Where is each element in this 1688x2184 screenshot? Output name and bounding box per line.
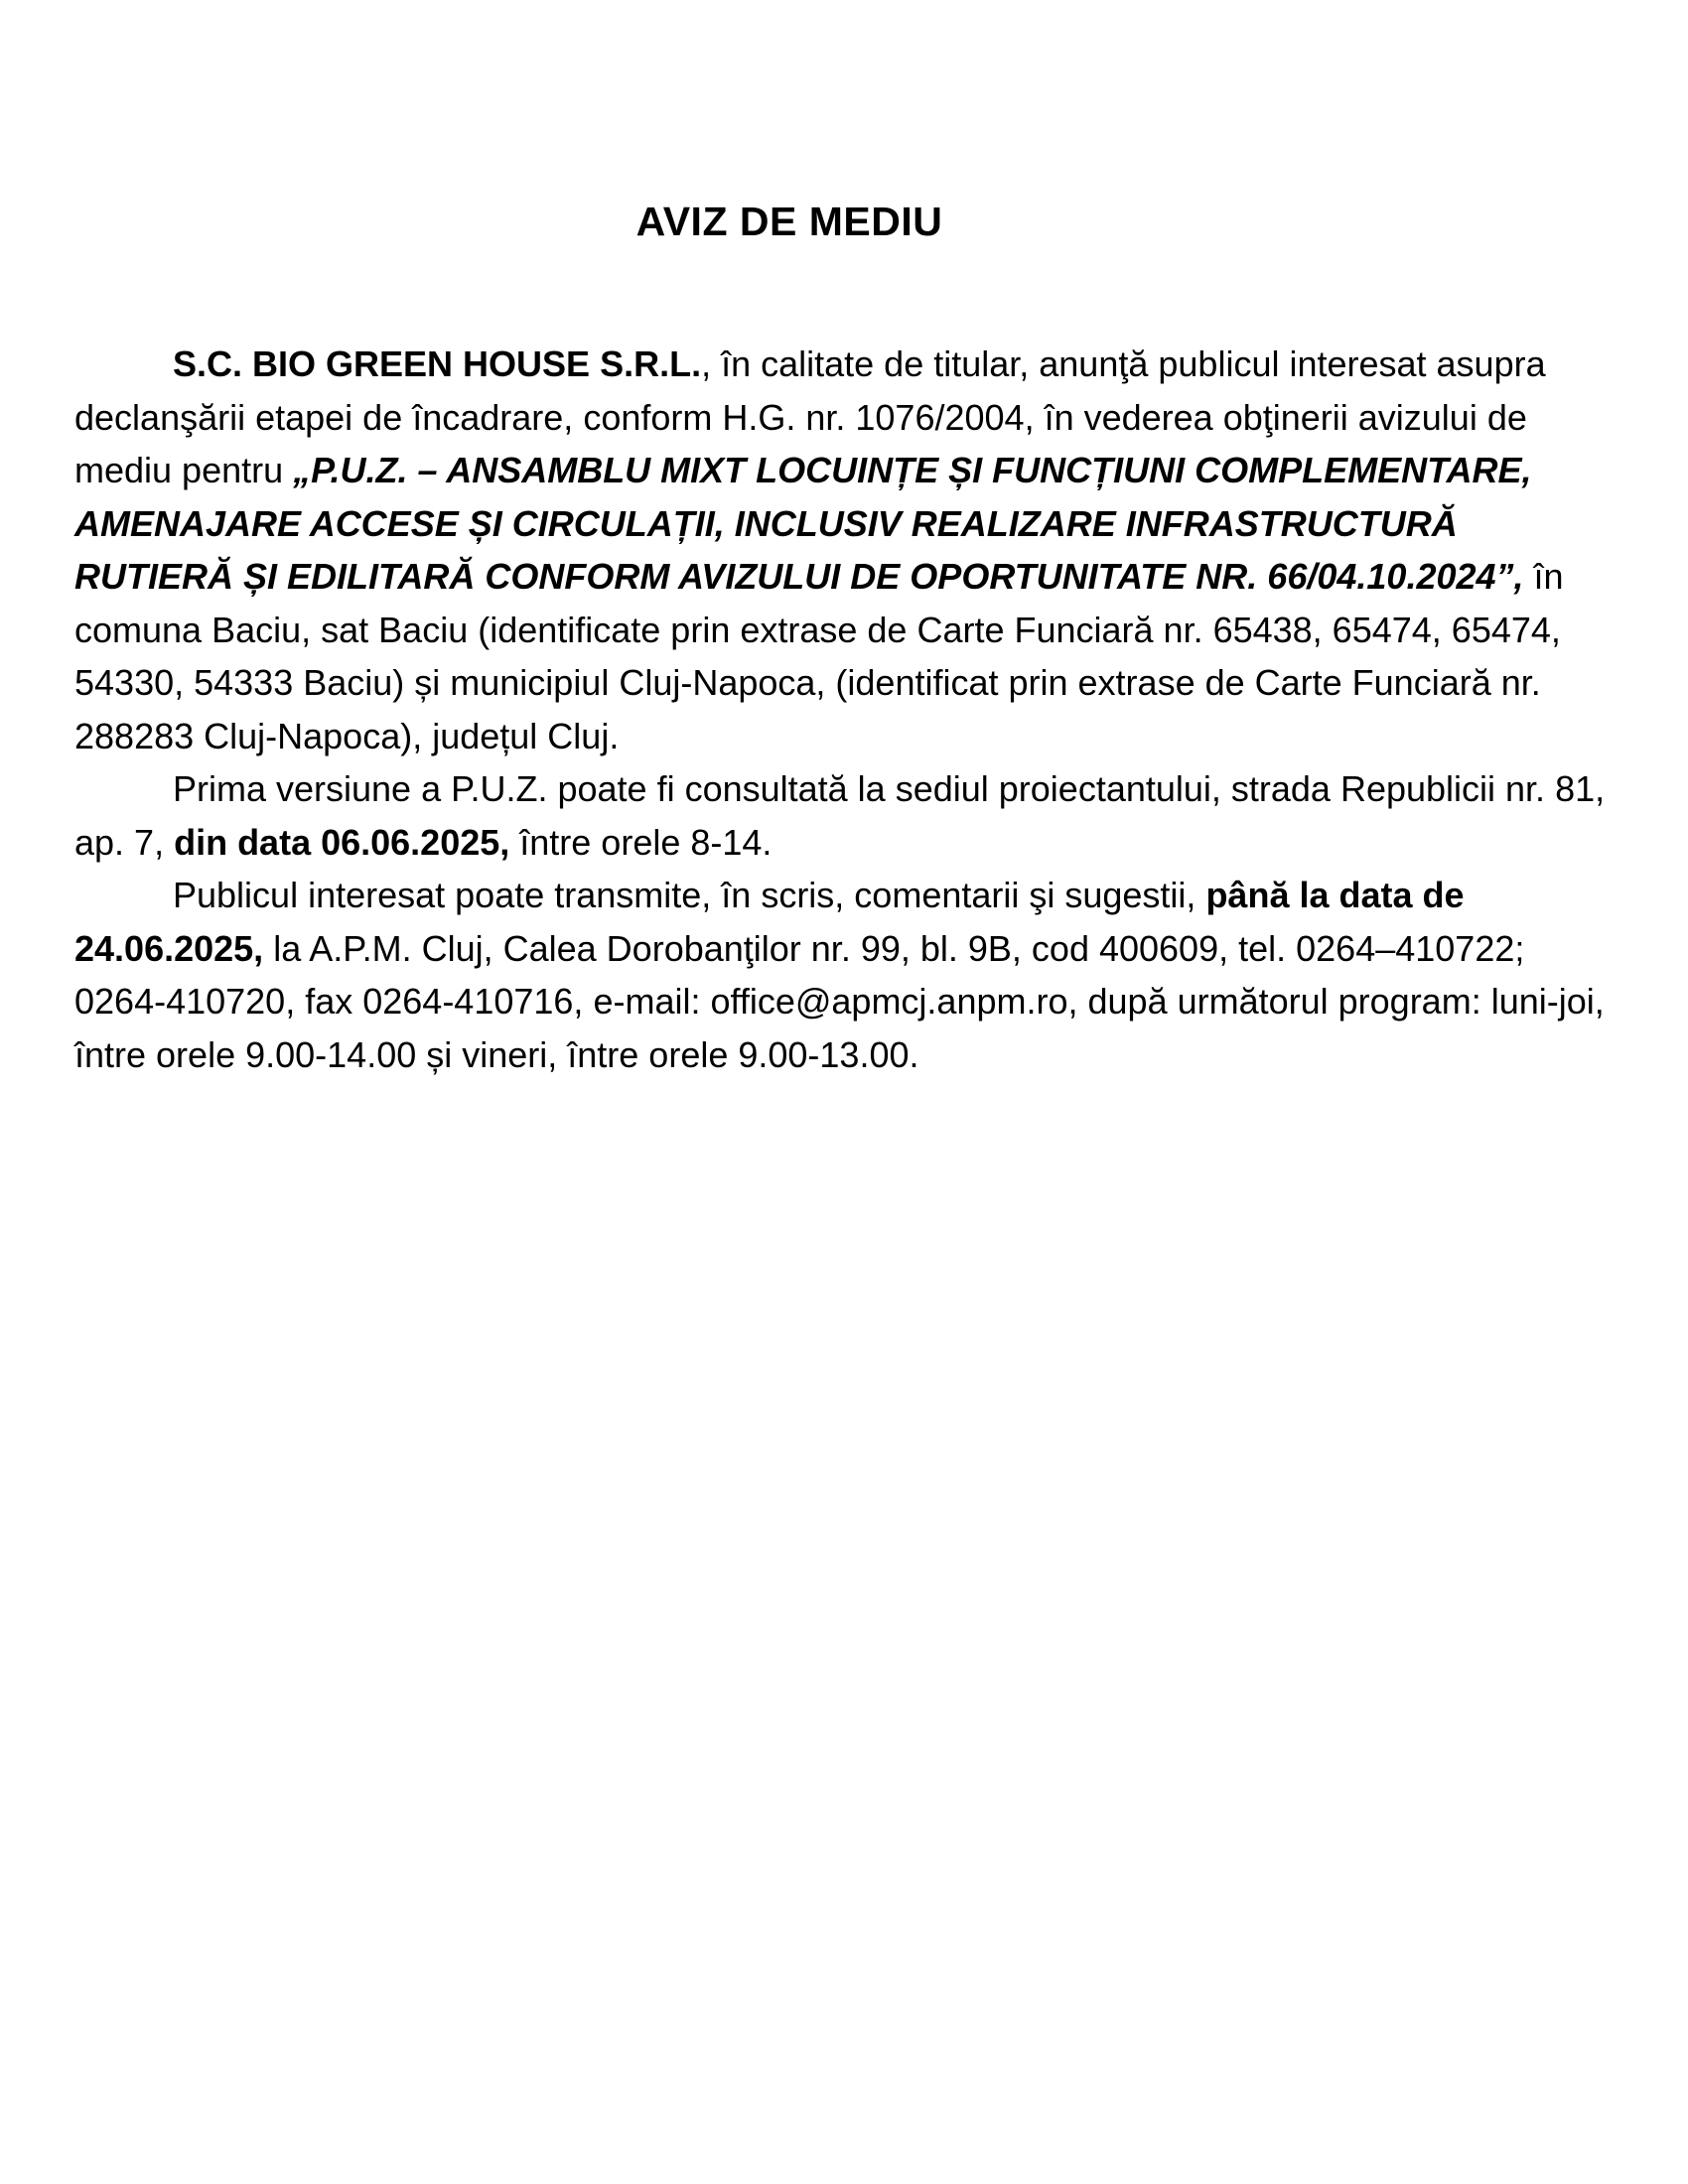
- announcement-text-a: , în calitate de titular, anunţă publicul interesat asupra declanşării etapei de încadrare, conform H.G. nr. 1076/2004, în vederea obţinerii avizului de mediu pentru: [74, 343, 1546, 490]
- paragraph-consultation: [74, 762, 1623, 869]
- comments-deadline: până la data de 24.06.2025,: [74, 875, 1465, 969]
- consultation-date: din data 06.06.2025,: [174, 821, 510, 863]
- consultation-text-a: Prima versiune a P.U.Z. poate fi consultată la sediul proiectantului, strada Republicii nr. 81, ap. 7,: [74, 768, 1606, 863]
- consultation-text-b: între orele 8-14.: [509, 821, 773, 863]
- paragraph-announcement: [74, 338, 1623, 762]
- comments-text-b: la A.P.M. Cluj, Calea Dorobanţilor nr. 99, bl. 9B, cod 400609, tel. 0264–410722; 0264-410720, fax 0264-410716, e-mail: office@apmcj.anpm.ro, după următorul program: luni-joi, între orele 9.00-14.00 și vineri, între orele 9.00-13.00.: [74, 927, 1605, 1075]
- company-name: S.C. BIO GREEN HOUSE S.R.L.: [173, 343, 702, 384]
- announcement-text-b: în comuna Baciu, sat Baciu (identificate prin extrase de Carte Funciară nr. 65438, 65474, 65474, 54330, 54333 Baciu) și municipiul Cluj-Napoca, (identificat prin extrase de Carte Funciară nr. 288283 Cluj-Napoca), județul Cluj.: [74, 556, 1564, 756]
- document-body: [74, 338, 1623, 1081]
- document-title: AVIZ DE MEDIU: [635, 199, 943, 244]
- paragraph-comments: [74, 869, 1623, 1081]
- comments-text-a: Publicul interesat poate transmite, în scris, comentarii şi sugestii,: [173, 875, 1206, 915]
- project-title: „P.U.Z. – ANSAMBLU MIXT LOCUINȚE ȘI FUNCȚIUNI COMPLEMENTARE, AMENAJARE ACCESE ȘI CIRCULAȚII, INCLUSIV REALIZARE INFRASTRUCTURĂ RUTIERĂ ȘI EDILITARĂ CONFORM AVIZULUI DE OPORTUNITATE NR. 66/04.10.2024”,: [74, 450, 1532, 597]
